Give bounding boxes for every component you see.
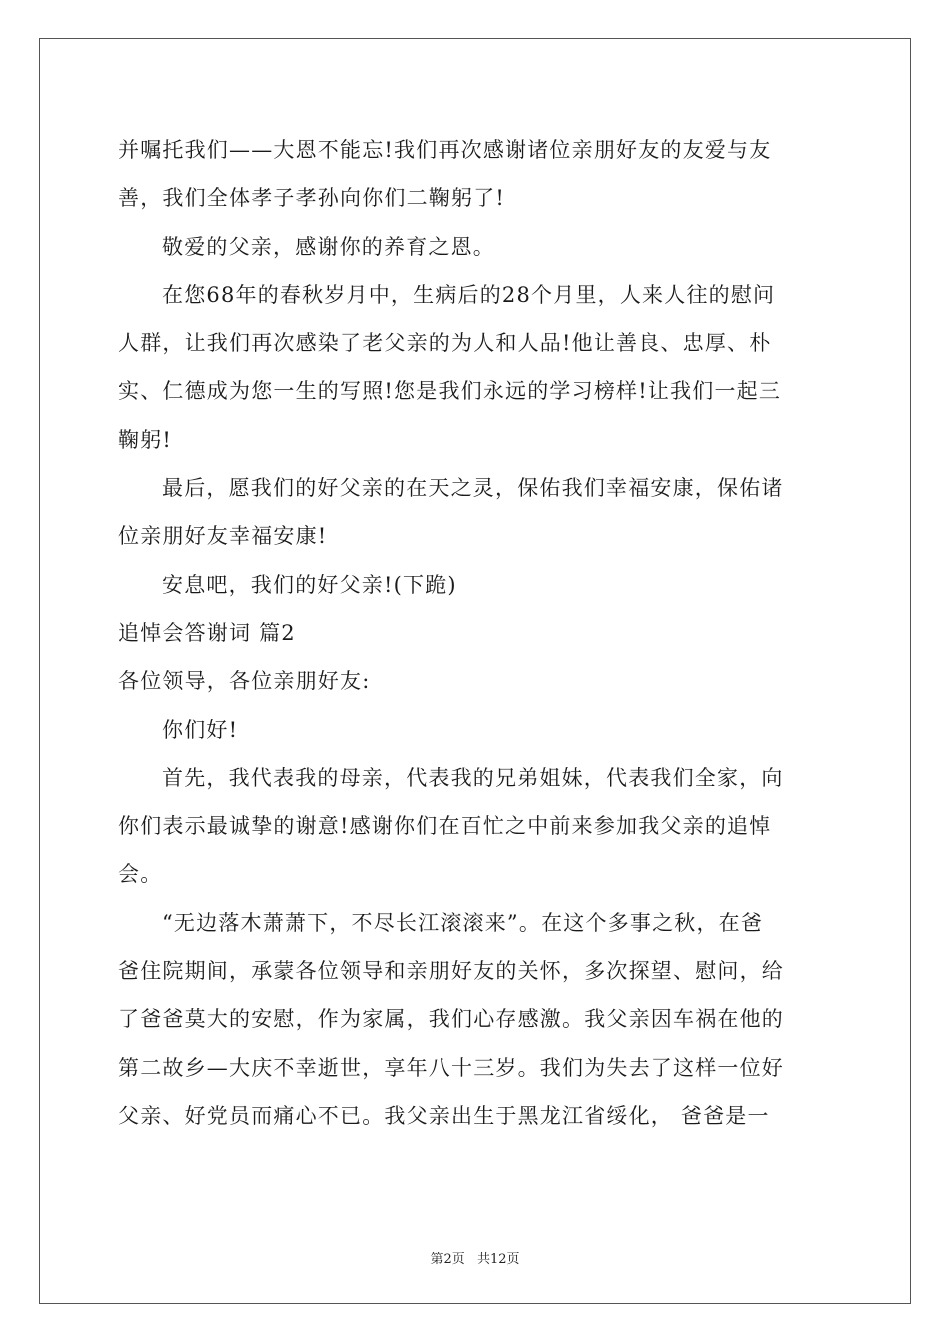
text-line: 人群，让我们再次感染了老父亲的为人和人品!他让善良、忠厚、朴	[118, 331, 772, 356]
document-body	[118, 126, 834, 1140]
text-line: 你们好!	[162, 717, 239, 742]
text-line: 最后，愿我们的好父亲的在天之灵，保佑我们幸福安康，保佑诸	[162, 476, 784, 501]
text-line: 首先，我代表我的母亲，代表我的兄弟姐妹，代表我们全家，向	[162, 765, 784, 790]
text-line: 鞠躬!	[118, 427, 173, 452]
text-line: 安息吧，我们的好父亲!(下跪)	[162, 572, 457, 597]
salutation: 各位领导，各位亲朋好友:	[118, 669, 371, 694]
text-line: 你们表示最诚挚的谢意!感谢你们在百忙之中前来参加我父亲的追悼	[118, 814, 772, 839]
text-line: 在您68年的春秋岁月中，生病后的28个月里，人来人往的慰问	[162, 282, 776, 307]
text-line: 善，我们全体孝子孝孙向你们二鞠躬了!	[118, 186, 506, 211]
page-number: 第2页	[430, 1252, 465, 1267]
text-line: 了爸爸莫大的安慰，作为家属，我们心存感激。我父亲因车祸在他的	[118, 1007, 784, 1032]
text-line: 敬爱的父亲，感谢你的养育之恩。	[162, 234, 495, 259]
page-total: 共12页	[476, 1252, 520, 1267]
text-line: 父亲、好党员而痛心不已。我父亲出生于黑龙江省绥化， 爸爸是一	[118, 1103, 770, 1128]
text-line: 并嘱托我们——大恩不能忘!我们再次感谢诸位亲朋好友的友爱与友	[118, 138, 772, 162]
text-line: 实、仁德成为您一生的写照!您是我们永远的学习榜样!让我们一起三	[118, 379, 782, 404]
text-line: 第二故乡—大庆不幸逝世，享年八十三岁。我们为失去了这样一位好	[118, 1055, 784, 1080]
text-line: 会。	[118, 862, 163, 887]
text-line: 位亲朋好友幸福安康!	[118, 524, 328, 549]
page-footer	[0, 1248, 950, 1267]
text-line: “无边落木萧萧下，不尽长江滚滚来”。在这个多事之秋，在爸	[162, 910, 764, 935]
section-heading: 追悼会答谢词 篇2	[118, 620, 296, 645]
text-line: 爸住院期间，承蒙各位领导和亲朋好友的关怀，多次探望、慰问，给	[118, 959, 784, 984]
